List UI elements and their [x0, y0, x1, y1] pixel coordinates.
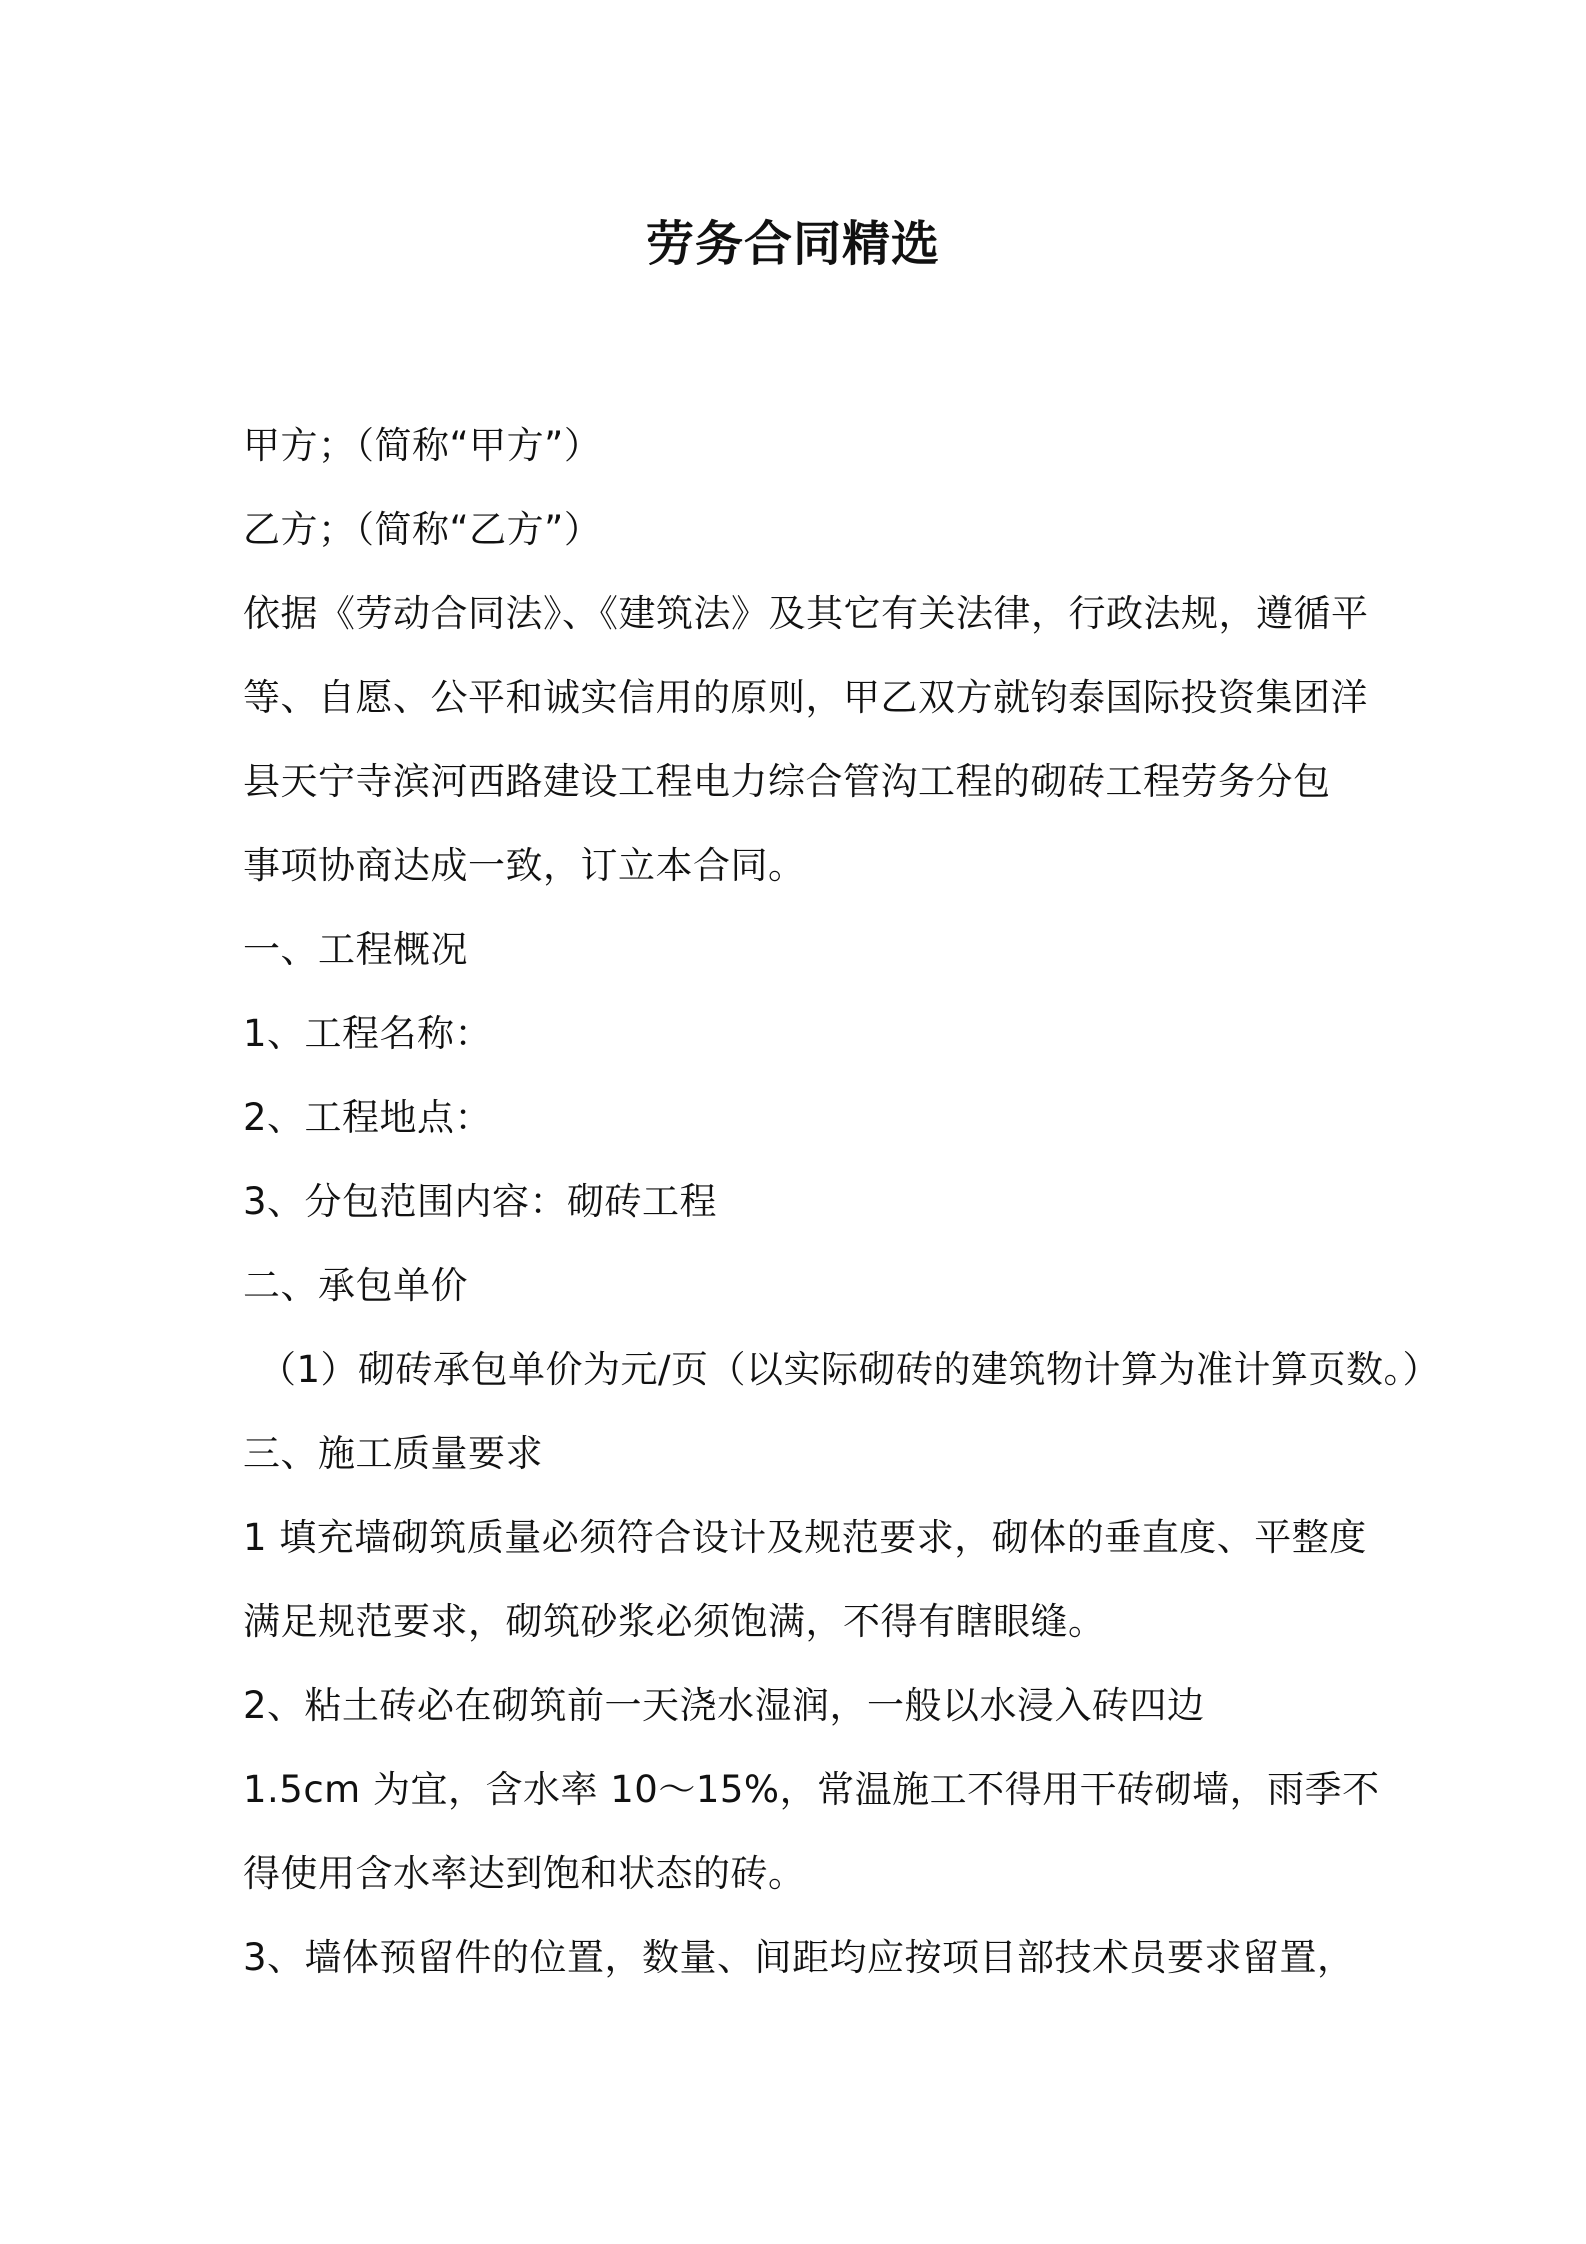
preamble-line-3: 县天宁寺滨河西路建设工程电力综合管沟工程的砌砖工程劳务分包	[243, 760, 1331, 803]
unit-price-line: （1）砌砖承包单价为元/页（以实际砌砖的建筑物计算为准计算页数。）	[259, 1348, 1441, 1391]
party-a-line: 甲方；（简称“甲方”）	[243, 424, 602, 467]
document-body	[243, 404, 1441, 2000]
section-heading-overview: 一、工程概况	[243, 928, 468, 971]
section-heading-quality: 三、施工质量要求	[243, 1432, 543, 1475]
scope-line: 3、分包范围内容：砌砖工程	[243, 1180, 718, 1223]
quality-item-2-line-3: 得使用含水率达到饱和状态的砖。	[243, 1852, 806, 1895]
project-location-line: 2、工程地点：	[243, 1096, 493, 1139]
quality-item-1-line-1: 1 填充墙砌筑质量必须符合设计及规范要求，砌体的垂直度、平整度	[243, 1516, 1367, 1559]
preamble-line-4: 事项协商达成一致，订立本合同。	[243, 844, 806, 887]
project-name-line: 1、工程名称：	[243, 1012, 493, 1055]
section-heading-unit-price: 二、承包单价	[243, 1264, 468, 1307]
preamble-line-1: 依据《劳动合同法》、《建筑法》及其它有关法律，行政法规，遵循平	[243, 592, 1369, 635]
quality-item-3-line-1: 3、墙体预留件的位置，数量、间距均应按项目部技术员要求留置，	[243, 1936, 1355, 1979]
quality-item-2-line-1: 2、粘土砖必在砌筑前一天浇水湿润，一般以水浸入砖四边	[243, 1684, 1205, 1727]
document-title: 劳务合同精选	[645, 216, 940, 272]
quality-item-2-line-2: 1.5cm 为宜，含水率 10～15%，常温施工不得用干砖砌墙，雨季不	[243, 1768, 1380, 1811]
preamble-line-2: 等、自愿、公平和诚实信用的原则，甲乙双方就钧泰国际投资集团洋	[243, 676, 1368, 719]
quality-item-1-line-2: 满足规范要求，砌筑砂浆必须饱满，不得有瞎眼缝。	[243, 1600, 1106, 1643]
party-b-line: 乙方；（简称“乙方”）	[243, 508, 602, 551]
